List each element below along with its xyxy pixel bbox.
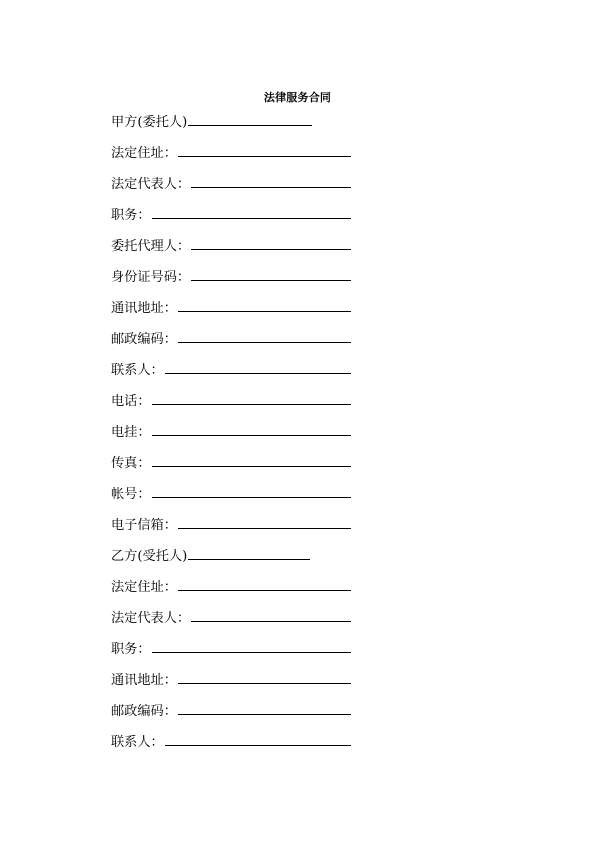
form-row [111, 237, 351, 268]
document-title: 法律服务合同 [263, 91, 332, 104]
field-label: 电子信箱： [111, 518, 177, 533]
field-label: 法定代表人： [111, 611, 191, 626]
telephone-blank[interactable] [152, 392, 351, 405]
field-label: 联系人： [111, 735, 164, 750]
field-label: 电话： [111, 394, 151, 409]
party-a-name-blank[interactable] [188, 113, 312, 126]
form-row [111, 206, 351, 237]
form-row [111, 392, 351, 423]
fax-blank[interactable] [152, 454, 351, 467]
field-label: 委托代理人： [111, 239, 191, 254]
form-row [111, 268, 351, 299]
form-row [111, 516, 351, 547]
field-label: 帐号： [111, 487, 151, 502]
form-row [111, 175, 351, 206]
form-row [111, 454, 351, 485]
form-row [111, 702, 351, 733]
address-blank[interactable] [178, 578, 351, 591]
field-label: 法定住址： [111, 146, 177, 161]
account-blank[interactable] [152, 485, 351, 498]
field-label: 通讯地址： [111, 301, 177, 316]
field-label: 联系人： [111, 363, 164, 378]
address-blank[interactable] [178, 144, 351, 157]
party-a-heading-row [111, 113, 321, 144]
legal-representative-blank[interactable] [191, 175, 351, 188]
field-label: 法定住址： [111, 580, 177, 595]
form-row [111, 423, 351, 454]
field-label: 职务： [111, 208, 151, 223]
telegraph-blank[interactable] [152, 423, 351, 436]
party-a-heading: 甲方(委托人) [111, 115, 188, 130]
form-row [111, 299, 351, 330]
field-label: 电挂： [111, 425, 151, 440]
field-label: 传真： [111, 456, 151, 471]
form-row [111, 640, 351, 671]
legal-representative-blank[interactable] [191, 609, 351, 622]
contact-person-blank[interactable] [165, 361, 351, 374]
mailing-address-blank[interactable] [178, 299, 351, 312]
form-row [111, 144, 351, 175]
email-blank[interactable] [178, 516, 351, 529]
form-row [111, 733, 351, 764]
position-blank[interactable] [152, 206, 351, 219]
party-b-name-blank[interactable] [188, 547, 310, 560]
form-row [111, 578, 351, 609]
party-b-heading: 乙方(受托人) [111, 549, 188, 564]
form-row [111, 330, 351, 361]
postal-code-blank[interactable] [178, 330, 351, 343]
form-lines [111, 113, 351, 764]
form-row [111, 485, 351, 516]
field-label: 法定代表人： [111, 177, 191, 192]
postal-code-blank[interactable] [178, 702, 351, 715]
field-label: 邮政编码： [111, 704, 177, 719]
contact-person-blank[interactable] [165, 733, 351, 746]
form-row [111, 361, 351, 392]
id-number-blank[interactable] [191, 268, 351, 281]
mailing-address-blank[interactable] [178, 671, 351, 684]
field-label: 邮政编码： [111, 332, 177, 347]
field-label: 职务： [111, 642, 151, 657]
field-label: 通讯地址： [111, 673, 177, 688]
position-blank[interactable] [152, 640, 351, 653]
field-label: 身份证号码： [111, 270, 191, 285]
form-row [111, 671, 351, 702]
agent-blank[interactable] [191, 237, 351, 250]
party-b-heading-row [111, 547, 316, 578]
form-row [111, 609, 351, 640]
